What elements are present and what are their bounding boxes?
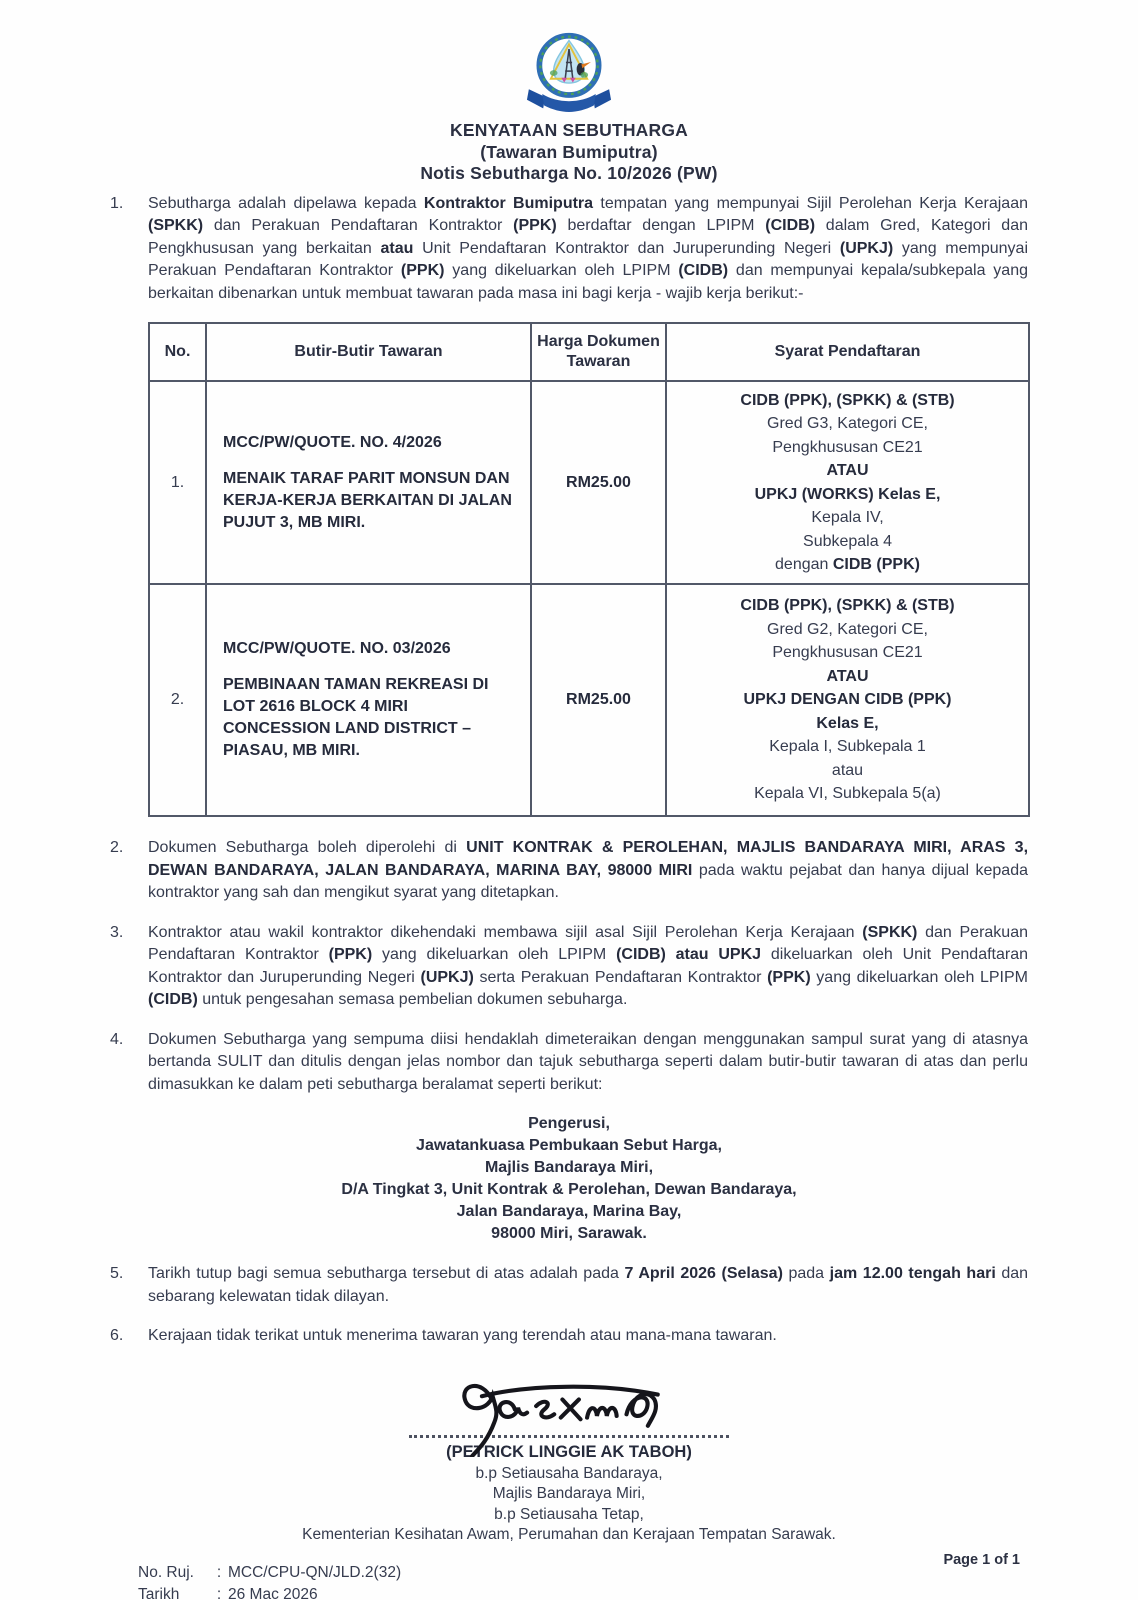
date-separator: : <box>216 1585 222 1600</box>
header-harga: Harga Dokumen Tawaran <box>531 323 666 381</box>
quote-reference: MCC/PW/QUOTE. NO. 03/2026 <box>223 640 451 657</box>
document-header <box>0 0 1138 185</box>
reference-value: MCC/CPU-QN/JLD.2(32) <box>228 1563 402 1581</box>
tender-details <box>206 584 531 816</box>
signatory-role: Majlis Bandaraya Miri, <box>492 1485 646 1502</box>
miri-city-council-crest-icon <box>520 30 618 116</box>
syarat-line: Subkepala 4 <box>803 532 892 550</box>
syarat-line: ATAU <box>826 462 869 479</box>
syarat-line: Kepala VI, Subkepala 5(a) <box>754 785 941 803</box>
syarat-line: Pengkhususan CE21 <box>772 438 923 456</box>
address-line: Jawatankuasa Pembukaan Sebut Harga, <box>416 1137 722 1154</box>
syarat-line: Pengkhususan CE21 <box>772 644 923 662</box>
quote-title: PEMBINAAN TAMAN REKREASI DI LOT 2616 BLOCK 4 MIRI CONCESSION LAND DISTRICT – PIASAU, MB MIRI. <box>223 676 489 759</box>
address-line: Pengerusi, <box>528 1115 610 1132</box>
syarat-line: dengan CIDB (PPK) <box>775 556 920 573</box>
syarat-line: Kelas E, <box>816 714 879 732</box>
address-line: 98000 Miri, Sarawak. <box>491 1225 647 1242</box>
quote-title: MENAIK TARAF PARIT MONSUN DAN KERJA-KERJA BERKAITAN DI JALAN PUJUT 3, MB MIRI. <box>223 469 512 531</box>
table-row <box>149 584 1029 816</box>
date-row <box>138 1584 1138 1600</box>
syarat-line: CIDB (PPK), (SPKK) & (STB) <box>740 597 955 615</box>
tender-details <box>206 381 531 584</box>
item-number: 1. <box>110 194 124 212</box>
syarat-line: UPKJ (WORKS) Kelas E, <box>754 485 941 503</box>
syarat-line: Gred G2, Kategori CE, <box>767 620 928 638</box>
item-text: Dokumen Sebutharga boleh diperolehi di UNIT KONTRAK & PEROLEHAN, MAJLIS BANDARAYA MIRI, ARAS 3, DEWAN BANDARAYA, JALAN BANDARAYA, MARINA BAY, 98000 MIRI pada waktu pejabat dan hanya dijual kepada kontraktor yang sah dan mengikut syarat yang ditetapkan. <box>148 839 1029 901</box>
tender-table <box>148 322 1030 817</box>
signatory-role: Kementerian Kesihatan Awam, Perumahan dan Kerajaan Tempatan Sarawak. <box>302 1526 836 1543</box>
syarat-line: Kepala I, Subkepala 1 <box>769 738 926 756</box>
notice-item-1 <box>110 193 1028 306</box>
notice-item-5 <box>110 1263 1028 1308</box>
notice-number: Notis Sebutharga No. 10/2026 (PW) <box>420 163 718 183</box>
item-number: 2. <box>110 839 124 856</box>
signatory-name: (PETRICK LINGGIE AK TABOH) <box>446 1442 692 1461</box>
item-text: Kontraktor atau wakil kontraktor dikehendaki membawa sijil asal Sijil Perolehan Kerja Kerajaan (SPKK) dan Perakuan Pendaftaran Kontraktor (PPK) yang dikeluarkan oleh LPIPM (CIDB) atau UPKJ dikeluarkan oleh Unit Pendaftaran Kontraktor dan Juruperunding Negeri (UPKJ) serta Perakuan Pendaftaran Kontraktor (PPK) yang dikeluarkan oleh LPIPM (CIDB) untuk pengesahan semasa pembelian dokumen sebuharga. <box>148 923 1029 1008</box>
date-label: Tarikh <box>138 1585 180 1600</box>
handwritten-signature <box>444 1365 694 1457</box>
item-text: Kerajaan tidak terikat untuk menerima tawaran yang terendah atau mana-mana tawaran. <box>148 1327 777 1344</box>
reference-separator: : <box>216 1563 222 1581</box>
item-number: 4. <box>110 1030 124 1048</box>
submission-address-block <box>110 1113 1028 1245</box>
syarat-line: Kepala IV, <box>811 509 884 526</box>
item-text: Dokumen Sebutharga yang sempuma diisi hendaklah dimeteraikan dengan menggunakan sampul surat yang di atasnya bertanda SULIT dan ditulis dengan jelas nombor dan tajuk sebutharga seperti dalam butir-butir tawaran di atas dan perlu dimasukkan ke dalam peti sebutharga beralamat seperti berikut: <box>148 1030 1028 1093</box>
item-text: Sebutharga adalah dipelawa kepada Kontraktor Bumiputra tempatan yang mempunyai Sijil Perolehan Kerja Kerajaan (SPKK) dan Perakuan Pendaftaran Kontraktor (PPK) berdaftar dengan LPIPM (CIDB) dalam Gred, Kategori dan Pengkhususan yang berkaitan atau Unit Pendaftaran Kontraktor dan Juruperunding Negeri (UPKJ) yang mempunyai Perakuan Pendaftaran Kontraktor (PPK) yang dikeluarkan oleh LPIPM (CIDB) dan mempunyai kepala/subkepala yang berkaitan dibenarkan untuk membuat tawaran pada masa ini bagi kerja - wajib kerja berikut:- <box>148 194 1029 302</box>
registration-requirements <box>666 584 1029 816</box>
header-butir: Butir-Butir Tawaran <box>206 323 531 381</box>
syarat-line: UPKJ DENGAN CIDB (PPK) <box>743 691 952 709</box>
address-line: D/A Tingkat 3, Unit Kontrak & Perolehan, Dewan Bandaraya, <box>341 1181 797 1198</box>
header-syarat: Syarat Pendaftaran <box>666 323 1029 381</box>
item-number: 3. <box>110 923 124 941</box>
notice-item-3 <box>110 922 1028 1012</box>
notice-item-6 <box>110 1325 1028 1348</box>
signatory-role: b.p Setiausaha Bandaraya, <box>475 1464 663 1482</box>
registration-requirements <box>666 381 1029 584</box>
notice-item-2 <box>110 837 1028 905</box>
row-number: 2. <box>149 584 206 816</box>
syarat-line: Gred G3, Kategori CE, <box>767 415 928 432</box>
item-number: 6. <box>110 1327 124 1344</box>
header-no: No. <box>149 323 206 381</box>
syarat-line: atau <box>831 761 864 779</box>
document-price: RM25.00 <box>531 584 666 816</box>
document-subtitle: (Tawaran Bumiputra) <box>480 141 658 162</box>
reference-label: No. Ruj. <box>138 1563 194 1581</box>
document-price: RM25.00 <box>531 381 666 584</box>
syarat-line: ATAU <box>826 667 869 685</box>
table-header-row <box>149 323 1029 381</box>
signature-block <box>0 1365 1138 1546</box>
syarat-line: CIDB (PPK), (SPKK) & (STB) <box>740 391 955 409</box>
page-number: Page 1 of 1 <box>943 1552 1020 1568</box>
notice-body <box>110 193 1028 1348</box>
item-text: Tarikh tutup bagi semua sebutharga tersebut di atas adalah pada 7 April 2026 (Selasa) pada jam 12.00 tengah hari dan sebarang kelewatan tidak dilayan. <box>148 1265 1029 1305</box>
notice-item-4 <box>110 1029 1028 1097</box>
document-title: KENYATAAN SEBUTHARGA <box>450 120 688 140</box>
table-row <box>149 381 1029 584</box>
address-line: Jalan Bandaraya, Marina Bay, <box>456 1203 682 1220</box>
quote-reference: MCC/PW/QUOTE. NO. 4/2026 <box>223 433 442 451</box>
address-line: Majlis Bandaraya Miri, <box>484 1159 654 1176</box>
signatory-role: b.p Setiausaha Tetap, <box>494 1505 644 1523</box>
row-number: 1. <box>149 381 206 584</box>
item-number: 5. <box>110 1265 124 1282</box>
date-value: 26 Mac 2026 <box>228 1585 318 1600</box>
